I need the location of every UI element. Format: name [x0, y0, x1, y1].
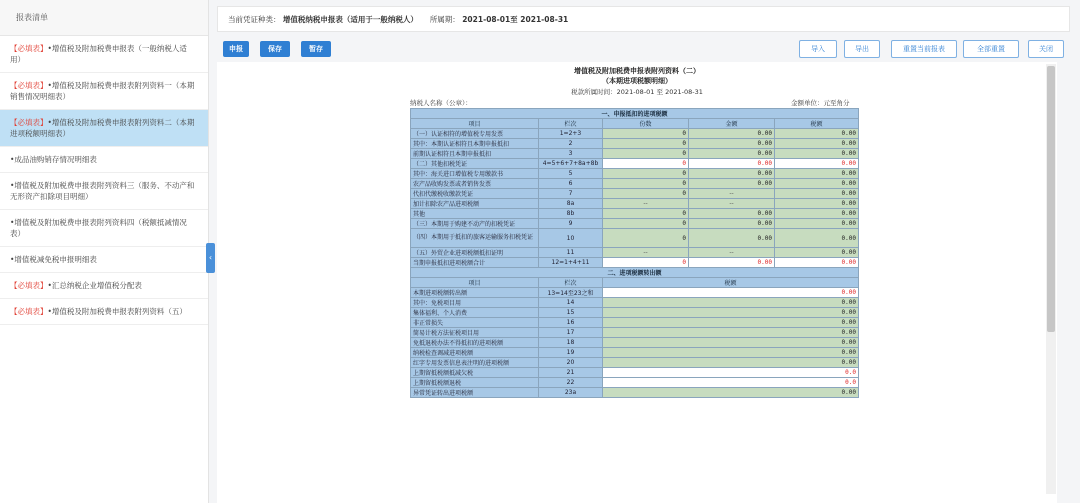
row-number: 2	[539, 139, 603, 149]
collapse-sidebar-button[interactable]: ‹	[206, 243, 215, 273]
scrollbar-thumb[interactable]	[1047, 66, 1055, 332]
row-number: 8a	[539, 199, 603, 209]
row-item-label: 上期留抵税额退税	[411, 378, 539, 388]
sidebar-item[interactable]	[0, 247, 208, 273]
tax-cell: 0.00	[603, 388, 859, 398]
amount-cell: 0.00	[689, 219, 775, 229]
section-header-row	[411, 109, 859, 119]
sidebar-item-label: •增值税及附加税费申报表附列资料一（本期销售情况明细表）	[10, 81, 195, 101]
column-header: 金额	[689, 119, 775, 129]
row-number: 3	[539, 149, 603, 159]
section-header-row	[411, 268, 859, 278]
export-button[interactable]: 导出	[844, 40, 880, 58]
sidebar-item[interactable]	[0, 110, 208, 147]
amount-cell: --	[689, 199, 775, 209]
column-header-row	[411, 119, 859, 129]
required-tag: 【必填表】	[10, 118, 48, 127]
tax-cell: 0.00	[775, 219, 859, 229]
required-tag: 【必填表】	[10, 307, 48, 316]
tax-cell: 0.00	[775, 248, 859, 258]
row-item-label: 前期认证相符且本期申报抵扣	[411, 149, 539, 159]
column-header: 栏次	[539, 278, 603, 288]
sidebar-item-label: •成品油购销存情况明细表	[10, 155, 97, 164]
row-number: 15	[539, 308, 603, 318]
row-number: 18	[539, 338, 603, 348]
row-number: 19	[539, 348, 603, 358]
table-row	[411, 179, 859, 189]
row-item-label: 其中：免税项目用	[411, 298, 539, 308]
column-header: 项目	[411, 278, 539, 288]
report-title: 增值税及附加税费申报表附列资料（二）	[574, 67, 700, 75]
table-row	[411, 159, 859, 169]
sidebar-item[interactable]	[0, 299, 208, 325]
row-number: 11	[539, 248, 603, 258]
count-cell: 0	[603, 229, 689, 248]
row-item-label: 集体福利、个人消费	[411, 308, 539, 318]
sidebar-item[interactable]	[0, 210, 208, 247]
tax-cell[interactable]: 0.0	[603, 368, 859, 378]
row-item-label: 简易计税方法征税项目用	[411, 328, 539, 338]
count-cell[interactable]: 0	[603, 258, 689, 268]
row-item-label: （四）本期用于抵扣的旅客运输服务扣税凭证	[411, 229, 539, 248]
row-item-label: 当期申报抵扣进项税额合计	[411, 258, 539, 268]
count-cell: 0	[603, 209, 689, 219]
sidebar-item-label: •增值税减免税申报明细表	[10, 255, 97, 264]
amount-cell: --	[689, 189, 775, 199]
table-row	[411, 209, 859, 219]
report-list-sidebar	[0, 0, 209, 503]
count-cell: 0	[603, 149, 689, 159]
taxpayer-name-label: 纳税人名称（公章）：	[410, 99, 472, 107]
table-row	[411, 338, 859, 348]
section-title: 一、申报抵扣的进项税额	[411, 109, 859, 119]
table-row	[411, 139, 859, 149]
table-row	[411, 169, 859, 179]
column-header: 份数	[603, 119, 689, 129]
column-header: 税额	[775, 119, 859, 129]
amount-cell: 0.00	[689, 209, 775, 219]
tax-cell: 0.00	[603, 348, 859, 358]
sidebar-header: 报表清单	[0, 0, 208, 36]
count-cell: --	[603, 199, 689, 209]
row-item-label: 上期留抵税额抵减欠税	[411, 368, 539, 378]
table-row	[411, 308, 859, 318]
table-row	[411, 318, 859, 328]
row-item-label: （一）认证相符的增值税专用发票	[411, 129, 539, 139]
table-row	[411, 358, 859, 368]
row-number: 21	[539, 368, 603, 378]
sidebar-item[interactable]	[0, 147, 208, 173]
count-cell: 0	[603, 169, 689, 179]
sidebar-item-label: •汇总纳税企业增值税分配表	[47, 281, 142, 290]
row-item-label: （二）其他扣税凭证	[411, 159, 539, 169]
table-row	[411, 219, 859, 229]
row-item-label: 异常凭证转出进项税额	[411, 388, 539, 398]
row-number: 1=2+3	[539, 129, 603, 139]
declare-button[interactable]: 申报	[223, 41, 249, 57]
table-row	[411, 348, 859, 358]
sidebar-item[interactable]	[0, 273, 208, 299]
tax-cell: 0.00	[603, 318, 859, 328]
row-number: 7	[539, 189, 603, 199]
table-row	[411, 298, 859, 308]
table-row	[411, 388, 859, 398]
count-cell: 0	[603, 179, 689, 189]
table-row	[411, 248, 859, 258]
tax-cell: 0.00	[775, 139, 859, 149]
report-subtitle: （本期进项税额明细）	[602, 77, 672, 85]
sidebar-item-label: •增值税及附加税费申报表附列资料四（税额抵减情况表）	[10, 218, 187, 238]
count-cell: 0	[603, 129, 689, 139]
sidebar-item[interactable]	[0, 36, 208, 73]
sidebar-item-label: •增值税及附加税费申报表附列资料二（本期进项税额明细表）	[10, 118, 195, 138]
required-tag: 【必填表】	[10, 44, 48, 53]
row-item-label: 其他	[411, 209, 539, 219]
row-number: 12=1+4+11	[539, 258, 603, 268]
voucher-type-label: 当前凭证种类：	[228, 15, 281, 24]
amount-cell: 0.00	[689, 129, 775, 139]
column-header: 项目	[411, 119, 539, 129]
row-item-label: （五）外贸企业进项税额抵扣证明	[411, 248, 539, 258]
count-cell: 0	[603, 219, 689, 229]
reset-current-button[interactable]: 重置当前报表	[891, 40, 957, 58]
voucher-info-bar	[217, 6, 1070, 32]
report-document	[217, 62, 1057, 503]
tax-cell: 0.00	[775, 149, 859, 159]
row-number: 23a	[539, 388, 603, 398]
sidebar-item-label: •增值税及附加税费申报表（一般纳税人适用）	[10, 44, 187, 64]
table-row	[411, 149, 859, 159]
voucher-type-value: 增值税纳税申报表（适用于一般纳税人）	[282, 15, 418, 24]
sidebar-item[interactable]	[0, 173, 208, 210]
table-row	[411, 258, 859, 268]
tax-cell: 0.00	[603, 328, 859, 338]
required-tag: 【必填表】	[10, 81, 48, 90]
row-item-label: 非正常损失	[411, 318, 539, 328]
row-item-label: 代扣代缴税收缴款凭证	[411, 189, 539, 199]
reset-all-button[interactable]: 全部重置	[963, 40, 1019, 58]
tax-cell: 0.00	[775, 189, 859, 199]
column-header: 栏次	[539, 119, 603, 129]
sidebar-item-label: •增值税及附加税费申报表附列资料（五）	[47, 307, 187, 316]
column-header-row	[411, 278, 859, 288]
amount-cell[interactable]: 0.00	[689, 258, 775, 268]
row-number: 20	[539, 358, 603, 368]
tax-cell[interactable]: 0.0	[603, 378, 859, 388]
row-item-label: 其中：海关进口增值税专用缴款书	[411, 169, 539, 179]
tax-cell[interactable]: 0.00	[603, 288, 859, 298]
row-item-label: 本期进项税额转出额	[411, 288, 539, 298]
table-row	[411, 368, 859, 378]
period-value: 2021-08-01至 2021-08-31	[462, 15, 569, 24]
row-item-label: 其中：本期认证相符且本期申报抵扣	[411, 139, 539, 149]
tax-cell: 0.00	[775, 199, 859, 209]
tax-cell: 0.00	[603, 358, 859, 368]
close-button[interactable]: 关闭	[1028, 40, 1064, 58]
row-number: 16	[539, 318, 603, 328]
amount-cell: --	[689, 248, 775, 258]
tax-cell: 0.00	[775, 129, 859, 139]
tax-cell: 0.00	[775, 209, 859, 219]
sidebar-item[interactable]	[0, 73, 208, 110]
table-row	[411, 189, 859, 199]
table-row	[411, 378, 859, 388]
row-item-label: 免抵退税办法不得抵扣的进项税额	[411, 338, 539, 348]
sidebar-item-label: •增值税及附加税费申报表附列资料三（服务、不动产和无形资产扣除项目明细）	[10, 181, 195, 201]
tax-cell: 0.00	[603, 338, 859, 348]
tax-cell: 0.00	[775, 179, 859, 189]
amount-cell: 0.00	[689, 169, 775, 179]
import-button[interactable]: 导入	[799, 40, 837, 58]
row-number: 22	[539, 378, 603, 388]
tax-cell: 0.00	[603, 308, 859, 318]
table-row	[411, 328, 859, 338]
column-header: 税额	[603, 278, 859, 288]
currency-unit: 金额单位：元至角分	[791, 99, 850, 107]
count-cell: 0	[603, 139, 689, 149]
row-number: 17	[539, 328, 603, 338]
amount-cell: 0.00	[689, 229, 775, 248]
tax-cell: 0.00	[775, 169, 859, 179]
row-item-label: 纳税检查调减进项税额	[411, 348, 539, 358]
section-title: 二、进项税额转出额	[411, 268, 859, 278]
row-item-label: 红字专用发票信息表注明的进项税额	[411, 358, 539, 368]
row-number: 8b	[539, 209, 603, 219]
period-label: 所属期：	[429, 15, 460, 24]
row-number: 9	[539, 219, 603, 229]
table-row	[411, 229, 859, 248]
row-number: 14	[539, 298, 603, 308]
amount-cell: 0.00	[689, 149, 775, 159]
row-number: 10	[539, 229, 603, 248]
input-tax-table	[410, 108, 859, 398]
tax-cell: 0.00	[603, 298, 859, 308]
count-cell: --	[603, 248, 689, 258]
row-number: 4=5+6+7+8a+8b	[539, 159, 603, 169]
sidebar-items	[0, 36, 208, 325]
tax-cell[interactable]: 0.00	[775, 159, 859, 169]
table-row	[411, 288, 859, 298]
table-row	[411, 199, 859, 209]
amount-cell: 0.00	[689, 179, 775, 189]
tax-cell: 0.00	[775, 229, 859, 248]
row-number: 13=14至23之和	[539, 288, 603, 298]
count-cell: 0	[603, 189, 689, 199]
amount-cell: 0.00	[689, 139, 775, 149]
count-cell[interactable]: 0	[603, 159, 689, 169]
row-item-label: 农产品收购发票或者销售发票	[411, 179, 539, 189]
row-item-label: 加计扣除农产品进项税额	[411, 199, 539, 209]
required-tag: 【必填表】	[10, 281, 48, 290]
temp-save-button[interactable]: 暂存	[301, 41, 331, 57]
toolbar	[217, 38, 1070, 60]
row-number: 5	[539, 169, 603, 179]
tax-period: 税款所属时间：2021-08-01 至 2021-08-31	[571, 88, 703, 96]
save-button[interactable]: 保存	[260, 41, 290, 57]
tax-cell[interactable]: 0.00	[775, 258, 859, 268]
row-item-label: （三）本期用于购建不动产的扣税凭证	[411, 219, 539, 229]
table-row	[411, 129, 859, 139]
row-number: 6	[539, 179, 603, 189]
amount-cell[interactable]: 0.00	[689, 159, 775, 169]
